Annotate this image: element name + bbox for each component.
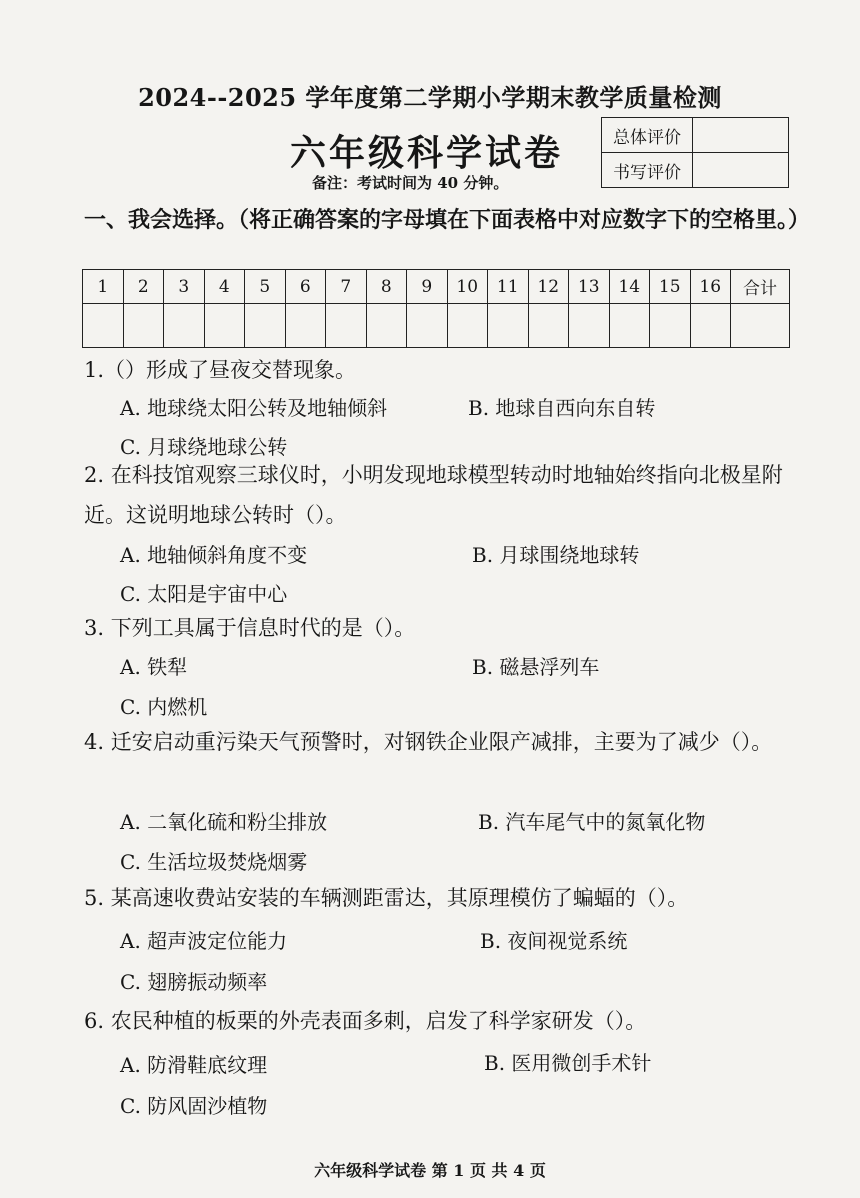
question-stem: 6. 农民种植的板栗的外壳表面多刺，启发了科学家研发（）。 — [84, 1009, 647, 1033]
answer-grid-number: 13 — [569, 270, 610, 304]
option-b: B. 医用微创手术针 — [484, 1051, 652, 1075]
answer-cell — [164, 304, 205, 348]
option-c: C. 生活垃圾焚烧烟雾 — [120, 850, 308, 874]
answer-cell — [690, 304, 731, 348]
answer-cell — [569, 304, 610, 348]
answer-cell — [123, 304, 164, 348]
exam-note: 备注：考试时间为 40 分钟。 — [312, 174, 509, 192]
answer-grid-number: 7 — [326, 270, 367, 304]
answer-grid-number: 16 — [690, 270, 731, 304]
answer-grid-number: 9 — [407, 270, 448, 304]
option-a: A. 铁犁 — [120, 655, 188, 679]
answer-total-cell — [731, 304, 790, 348]
answer-grid-number: 4 — [204, 270, 245, 304]
question-stem: 3. 下列工具属于信息时代的是（）。 — [84, 616, 416, 640]
answer-grid-number: 15 — [650, 270, 691, 304]
answer-cell — [83, 304, 124, 348]
answer-grid-number: 8 — [366, 270, 407, 304]
question-stem: 4. 迁安启动重污染天气预警时，对钢铁企业限产减排，主要为了减少（）。 — [84, 730, 773, 754]
question-stem: 2. 在科技馆观察三球仪时，小明发现地球模型转动时地轴始终指向北极星附近。这说明地球公转时（）。 — [84, 463, 783, 527]
answer-cell — [447, 304, 488, 348]
option-c: C. 防风固沙植物 — [120, 1094, 268, 1118]
answer-grid-number: 1 — [83, 270, 124, 304]
option-a: A. 防滑鞋底纹理 — [120, 1053, 268, 1077]
writing-evaluation-cell — [693, 153, 789, 188]
overall-evaluation-cell — [693, 118, 789, 153]
option-a: A. 超声波定位能力 — [120, 929, 288, 953]
page-footer: 六年级科学试卷 第 1 页 共 4 页 — [314, 1161, 546, 1180]
answer-grid-number: 6 — [285, 270, 326, 304]
writing-evaluation-label: 书写评价 — [602, 153, 693, 188]
answer-cell — [528, 304, 569, 348]
evaluation-table — [601, 117, 789, 188]
answer-cell — [650, 304, 691, 348]
answer-cell — [366, 304, 407, 348]
overall-evaluation-label: 总体评价 — [602, 118, 693, 153]
answer-grid-number: 3 — [164, 270, 205, 304]
answer-cell — [326, 304, 367, 348]
option-b: B. 磁悬浮列车 — [472, 655, 600, 679]
question-stem: 1.（）形成了昼夜交替现象。 — [84, 358, 357, 382]
answer-cell — [285, 304, 326, 348]
option-b: B. 汽车尾气中的氮氧化物 — [478, 810, 706, 834]
option-a: A. 地球绕太阳公转及地轴倾斜 — [120, 396, 388, 420]
option-a: A. 地轴倾斜角度不变 — [120, 543, 308, 567]
answer-grid-number: 14 — [609, 270, 650, 304]
question-stem: 5. 某高速收费站安装的车辆测距雷达，其原理模仿了蝙蝠的（）。 — [84, 886, 689, 910]
answer-cell — [204, 304, 245, 348]
answer-grid-number: 5 — [245, 270, 286, 304]
answer-grid-number: 2 — [123, 270, 164, 304]
option-b: B. 夜间视觉系统 — [480, 929, 628, 953]
answer-grid-total-label: 合计 — [731, 270, 790, 304]
option-b: B. 月球围绕地球转 — [472, 543, 640, 567]
answer-cell — [407, 304, 448, 348]
subject-title: 六年级科学试卷 — [290, 132, 564, 174]
option-c: C. 月球绕地球公转 — [120, 435, 288, 459]
option-a: A. 二氧化硫和粉尘排放 — [120, 810, 328, 834]
answer-cell — [488, 304, 529, 348]
option-c: C. 内燃机 — [120, 695, 208, 719]
section-heading: 一、我会选择。（将正确答案的字母填在下面表格中对应数字下的空格里。） — [84, 207, 811, 233]
option-b: B. 地球自西向东自转 — [468, 396, 656, 420]
exam-title: 2024--2025 学年度第二学期小学期末教学质量检测 — [138, 83, 722, 112]
answer-cell — [609, 304, 650, 348]
answer-grid-number: 12 — [528, 270, 569, 304]
option-c: C. 翅膀振动频率 — [120, 970, 268, 994]
option-c: C. 太阳是宇宙中心 — [120, 582, 288, 606]
answer-grid-number: 10 — [447, 270, 488, 304]
answer-grid — [82, 269, 790, 348]
answer-grid-number: 11 — [488, 270, 529, 304]
answer-cell — [245, 304, 286, 348]
